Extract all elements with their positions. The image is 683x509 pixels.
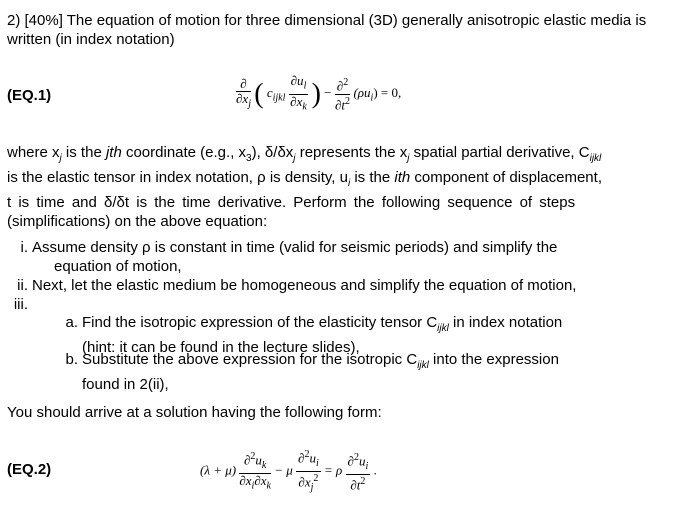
eq2-frac-2: $\frac{\partial^2u_i}{\partial x_j^2}$ [298, 449, 319, 493]
eq2-label [7, 460, 51, 479]
eq2-frac-1: $\frac{\partial^2u_k}{\partial x_i\partial x_k}$ [239, 450, 271, 492]
header-text: 2) [40%] The equation of motion for three dimensional (3D) generally anisotropic elastic media is written (in index notation) [7, 12, 647, 48]
step-ii: ii. Next, let the elastic medium be homogeneous and simplify the equation of motion, [17, 277, 577, 294]
eq1-frac-dxj: $\frac{\partial}{\partial x_j}$ [236, 75, 251, 110]
description-paragraph: where $x_j$ is the jth coordinate (e.g., $x_3$), $\delta/\delta x_j$ represents the $x_j$ spatial partial derivative, $C_{ijkl}$ is the elastic tensor in index notation, ρ is density, $u_i$ is the ith component of displacement, t is time and δ/δt is the time derivative. Perform the following sequence of steps (simplifications) on the above equation: [7, 144, 602, 230]
step-iii: iii. [13, 296, 28, 313]
problem-header [7, 11, 667, 49]
step-i: i. Assume density ρ is constant in time (valid for seismic periods) and simplify the equation of motion, [20, 239, 558, 275]
eq1-label-text: (EQ.1) [7, 87, 52, 104]
step-a: a. Find the isotropic expression of the elasticity tensor $C_{ijkl}$ in index notation (hint: it can be found in the lecture slides), [65, 314, 563, 356]
eq2-frac-3: $\frac{\partial^2u_i}{\partial t^2}$ [347, 451, 369, 493]
equation-2: (λ + μ) $\frac{\partial^2u_k}{\partial x_i\partial x_k}$ − μ $\frac{\partial^2u_i}{\partial x_j^2}$ = ρ $\frac{\partial^2u_i}{\partial t^2}$ . [200, 449, 377, 493]
step-b: b. Substitute the above expression for the isotropic $C_{ijkl}$ into the expression found in 2(ii), [65, 351, 559, 393]
eq2-label-text: (EQ.2) [7, 461, 52, 478]
eq1-frac-du: $\frac{\partial u_l}{\partial x_k}$ [290, 73, 307, 113]
eq1-label [7, 86, 51, 105]
eq1-frac-dt2: $\frac{\partial^2}{\partial t^2}$ [334, 77, 350, 112]
equation-1: $\frac{\partial}{\partial x_j}$ ( $c_{ijkl}$ $\frac{\partial u_l}{\partial x_k}$ ) − $\frac{\partial^2}{\partial t^2}$ $(\rho u_i) = 0$, [236, 73, 402, 113]
arrive-text: You should arrive at a solution having the following form: [7, 404, 382, 421]
eq1-c: c [266, 85, 273, 101]
